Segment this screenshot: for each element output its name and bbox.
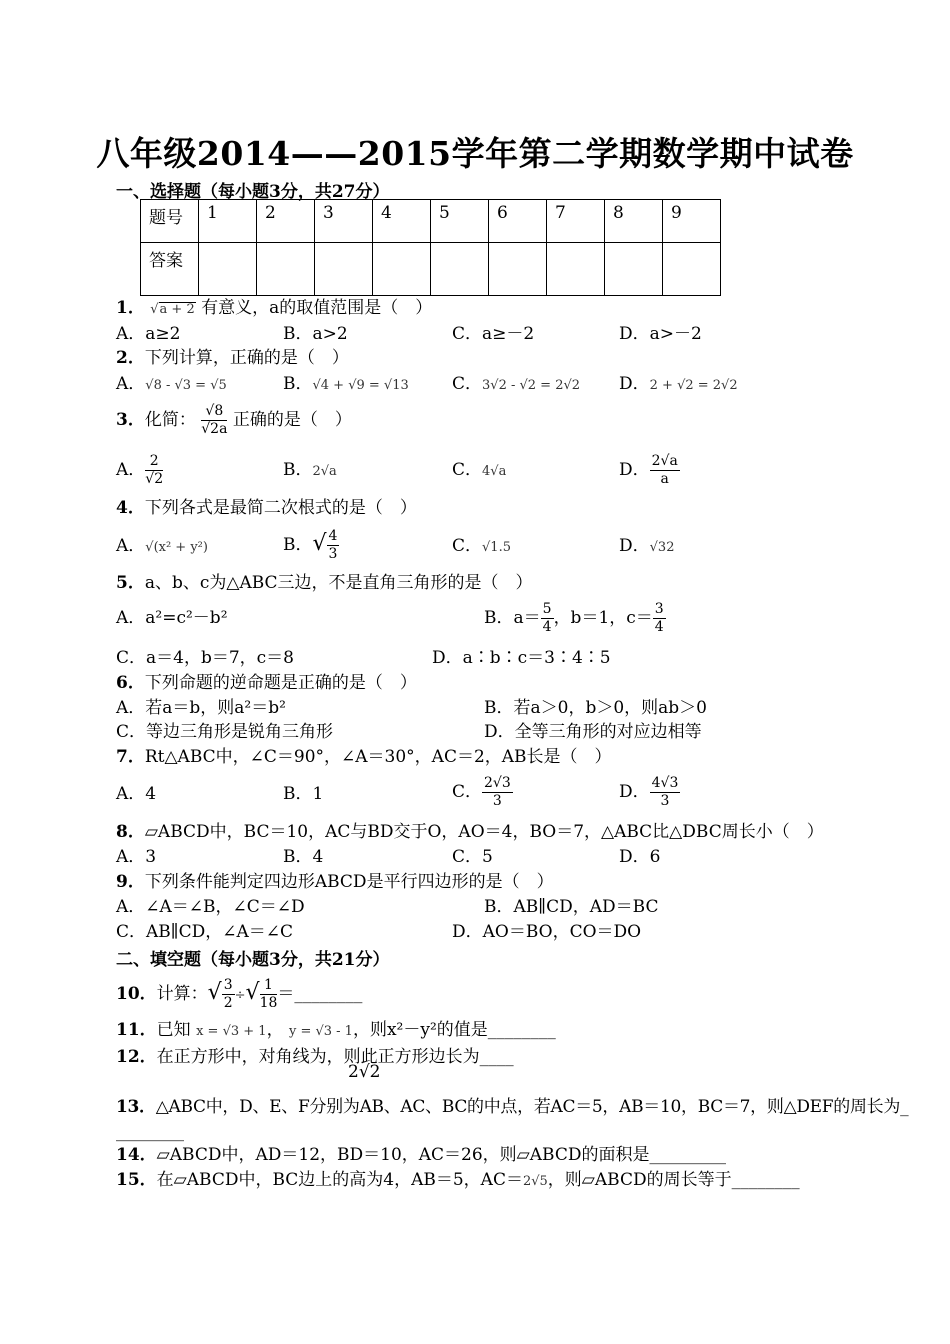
option-c: C．a＝4，b＝7，c＝8 xyxy=(116,648,294,668)
option-b: B．a>2 xyxy=(283,324,348,344)
fraction-denominator: 18 xyxy=(259,995,278,1011)
option-c xyxy=(452,534,511,560)
question-text: △ABC中，D、E、F分别为AB、AC、BC的中点，若AC＝5，AB＝10，BC＝7，则△DEF的周长为_ xyxy=(155,1097,909,1117)
option-label: B． xyxy=(283,460,313,480)
option-d: D．a∶b∶c＝3∶4∶5 xyxy=(432,648,611,668)
question-label: 已知 xyxy=(156,1020,191,1040)
operator: ÷ xyxy=(234,988,246,1003)
fraction xyxy=(327,528,340,563)
answer-table-cell: 5 xyxy=(431,200,489,243)
answer-cell[interactable] xyxy=(257,243,315,296)
fraction xyxy=(541,601,554,636)
question-15 xyxy=(116,1168,800,1194)
fraction-denominator: 2 xyxy=(223,995,233,1011)
answer-table-cell: 2 xyxy=(257,200,315,243)
option-b xyxy=(283,458,337,484)
option-a xyxy=(116,452,163,488)
option-b: B．√ $\frac{4}{3}$ xyxy=(283,528,338,562)
answer-table-cell: 1 xyxy=(199,200,257,243)
question-text: 下列命题的逆命题是正确的是（ ） xyxy=(144,673,417,693)
expr-ac: 2√5 xyxy=(522,1174,548,1189)
answer-cell[interactable] xyxy=(431,243,489,296)
answer-table-cell: 4 xyxy=(373,200,431,243)
question-label: 化简： xyxy=(144,410,196,430)
question-7 xyxy=(116,745,612,769)
answer-blank[interactable]: ＝________ xyxy=(277,984,363,1004)
fraction xyxy=(201,403,227,438)
option-b: B．若a＞0，b＞0，则ab＞0 xyxy=(484,698,707,718)
fraction xyxy=(650,775,681,810)
option-label: D． xyxy=(619,460,650,480)
question-number: 9． xyxy=(116,872,145,892)
question-2 xyxy=(116,346,349,370)
question-9 xyxy=(116,870,554,894)
fraction xyxy=(145,453,163,488)
option-expr: 2√a xyxy=(312,464,337,479)
question-number: 14． xyxy=(116,1145,157,1165)
question-text: 下列条件能判定四边形ABCD是平行四边形的是（ ） xyxy=(144,872,554,892)
answer-cell[interactable] xyxy=(199,243,257,296)
question-13 xyxy=(116,1095,908,1119)
fraction xyxy=(260,977,278,1012)
fraction-denominator: 4 xyxy=(542,619,552,635)
question-text: 下列计算，正确的是（ ） xyxy=(144,348,349,368)
answer-cell[interactable] xyxy=(663,243,721,296)
question-text: ▱ABCD中，AD＝12，BD＝10，AC＝26，则▱ABCD的面积是_________ xyxy=(156,1145,726,1165)
question-1: 1． √a + 2 有意义，a的取值范围是（ ） xyxy=(116,298,433,318)
fraction-numerator: 4 xyxy=(328,528,338,544)
answer-table-cell: 9 xyxy=(663,200,721,243)
option-d xyxy=(619,534,674,560)
question-14 xyxy=(116,1143,726,1167)
question-text: 正确的是（ ） xyxy=(232,410,352,430)
question-number: 1． xyxy=(116,298,145,318)
answer-cell[interactable] xyxy=(547,243,605,296)
option-label: A． xyxy=(116,536,146,556)
question-number: 5． xyxy=(116,573,145,593)
radical-expr: a + 2 xyxy=(159,302,195,317)
answer-table-cell: 3 xyxy=(315,200,373,243)
question-number: 10． xyxy=(116,984,157,1004)
answer-table-row-numbers xyxy=(141,200,721,243)
question-8 xyxy=(116,820,824,844)
answer-table xyxy=(140,199,721,296)
option-label: B． xyxy=(283,535,313,555)
option-expr: 2 + √2 = 2√2 xyxy=(649,378,738,393)
question-label: 计算： xyxy=(156,984,208,1004)
option-expr: √8 - √3 = √5 xyxy=(145,378,227,393)
fraction-denominator: 3 xyxy=(660,793,670,809)
option-label: D． xyxy=(619,374,650,394)
expr-x: x = √3 + 1 xyxy=(196,1024,267,1039)
fraction-denominator: √2a xyxy=(201,421,228,437)
option-a: A．a≥2 xyxy=(116,324,181,344)
option-label: A． xyxy=(116,460,146,480)
option-d xyxy=(619,372,738,398)
question-text: a、b、c为△ABC三边，不是直角三角形的是（ ） xyxy=(144,573,533,593)
option-b: B．1 xyxy=(283,784,324,804)
answer-blank[interactable]: ，则x²－y²的值是________ xyxy=(352,1020,556,1040)
option-expr: √4 + √9 = √13 xyxy=(312,378,409,393)
question-number: 3． xyxy=(116,410,145,430)
option-a: A．4 xyxy=(116,784,157,804)
fraction-numerator: √8 xyxy=(201,403,227,421)
option-label: D． xyxy=(619,782,650,802)
fraction-denominator: 3 xyxy=(328,546,338,562)
option-label: C． xyxy=(452,460,483,480)
answer-blank[interactable]: ，则此正方形边长为____ xyxy=(326,1047,514,1067)
option-c xyxy=(452,372,580,398)
fraction-denominator: 4 xyxy=(654,619,664,635)
answer-cell[interactable] xyxy=(373,243,431,296)
option-label: C． xyxy=(452,782,483,802)
option-a: A．a²=c²－b² xyxy=(116,608,228,628)
answer-cell[interactable] xyxy=(489,243,547,296)
question-5 xyxy=(116,571,533,595)
answer-blank[interactable]: ________ xyxy=(116,1122,184,1142)
question-number: 13． xyxy=(116,1097,156,1117)
option-d: D．a>－2 xyxy=(619,324,702,344)
option-d: D．全等三角形的对应边相等 xyxy=(484,722,702,742)
question-text: 有意义，a的取值范围是（ ） xyxy=(201,298,433,318)
fraction xyxy=(653,601,666,636)
option-a: A．若a＝b，则a²＝b² xyxy=(116,698,286,718)
answer-table-cell: 6 xyxy=(489,200,547,243)
fraction-numerator: 3 xyxy=(223,977,233,993)
option-d: D．AO＝BO，CO＝DO xyxy=(452,922,642,942)
fraction-denominator: 3 xyxy=(492,793,502,809)
answer-table-cell: 7 xyxy=(547,200,605,243)
option-expr: √1.5 xyxy=(482,540,511,555)
option-d xyxy=(619,452,680,488)
option-expr: √(x² + y²) xyxy=(145,540,208,555)
option-c: C．a≥－2 xyxy=(452,324,535,344)
option-label: B．a＝ xyxy=(484,608,541,628)
section-fill-heading: 二、填空题（每小题3分，共21分） xyxy=(116,950,390,970)
option-a xyxy=(116,534,208,560)
question-6 xyxy=(116,671,417,695)
question-4 xyxy=(116,496,417,520)
question-text: 下列各式是最简二次根式的是（ ） xyxy=(144,498,417,518)
question-number: 2． xyxy=(116,348,145,368)
option-label: C． xyxy=(452,536,483,556)
fraction-denominator: a xyxy=(660,471,669,487)
question-number: 4． xyxy=(116,498,145,518)
fraction-numerator: 3 xyxy=(654,601,664,617)
option-expr: 3√2 - √2 = 2√2 xyxy=(482,378,581,393)
option-label: B． xyxy=(283,374,313,394)
option-c xyxy=(452,458,506,484)
fraction-numerator: 2 xyxy=(145,453,163,471)
question-number: 15． xyxy=(116,1170,157,1190)
question-11: 11．已知 x = √3 + 1， y = √3 - 1，则x²－y²的值是________ xyxy=(116,1020,556,1040)
question-text: ▱ABCD中，BC＝10，AC与BD交于O，AO＝4，BO＝7，△ABC比△DBC周长小（ ） xyxy=(144,822,824,842)
option-b xyxy=(283,372,409,398)
option-expr: 4√a xyxy=(482,464,507,479)
option-b: B．4 xyxy=(283,847,324,867)
fraction-numerator: 2√a xyxy=(651,453,678,469)
answer-table-header-number: 题号 xyxy=(141,200,199,243)
option-label: A． xyxy=(116,374,146,394)
question-text: 在正方形中，对角线为 xyxy=(156,1047,327,1067)
option-label: C． xyxy=(452,374,483,394)
question-number: 11． xyxy=(116,1020,157,1040)
answer-table-header-answer: 答案 xyxy=(141,243,199,296)
question-number: 12． xyxy=(116,1047,157,1067)
option-a: A．∠A＝∠B，∠C＝∠D xyxy=(116,897,305,917)
question-number: 8． xyxy=(116,822,145,842)
answer-table-cell: 8 xyxy=(605,200,663,243)
option-a xyxy=(116,372,227,398)
option-b: B．AB∥CD，AD＝BC xyxy=(484,897,659,917)
question-3 xyxy=(116,398,352,442)
question-number: 6． xyxy=(116,673,145,693)
option-c: C．AB∥CD，∠A＝∠C xyxy=(116,922,294,942)
option-c xyxy=(452,774,513,810)
option-d xyxy=(619,774,680,810)
section-choice-heading: 一、选择题（每小题3分，共27分） xyxy=(116,182,390,202)
answer-table-row-answers xyxy=(141,243,721,296)
option-c: C．等边三角形是锐角三角形 xyxy=(116,722,334,742)
fraction-numerator: 1 xyxy=(260,977,278,995)
question-number: 7． xyxy=(116,747,145,767)
answer-cell[interactable] xyxy=(315,243,373,296)
option-d: D．6 xyxy=(619,847,661,867)
fraction-numerator: 4√3 xyxy=(651,775,679,791)
question-text: Rt△ABC中，∠C＝90°，∠A＝30°，AC＝2，AB长是（ ） xyxy=(144,747,612,767)
fraction-denominator: √2 xyxy=(145,471,164,487)
question-10: 10．计算：√ $\frac{3}{2}$ ÷√ $\frac{1}{18}$ ＝________ xyxy=(116,977,363,1011)
fraction xyxy=(482,775,513,810)
option-expr: √32 xyxy=(649,540,675,555)
question-12 xyxy=(116,1045,514,1069)
expr-y: y = √3 - 1 xyxy=(288,1024,353,1039)
question-text: 在▱ABCD中，BC边上的高为4，AB＝5，AC＝ xyxy=(156,1170,523,1190)
answer-blank[interactable]: ，则▱ABCD的周长等于________ xyxy=(547,1170,800,1190)
option-label: D． xyxy=(619,536,650,556)
fraction-numerator: 2√3 xyxy=(484,775,511,791)
fraction-numerator: 5 xyxy=(542,601,552,617)
option-a: A．3 xyxy=(116,847,157,867)
fraction xyxy=(650,453,680,488)
diagonal-value: 2√2 xyxy=(348,1062,381,1082)
exam-title: 八年级2014——2015学年第二学期数学期中试卷 xyxy=(96,134,854,173)
answer-cell[interactable] xyxy=(605,243,663,296)
option-b xyxy=(484,600,666,636)
option-text: ，b＝1，c＝ xyxy=(553,608,653,628)
option-c: C．5 xyxy=(452,847,493,867)
fraction xyxy=(222,977,235,1012)
